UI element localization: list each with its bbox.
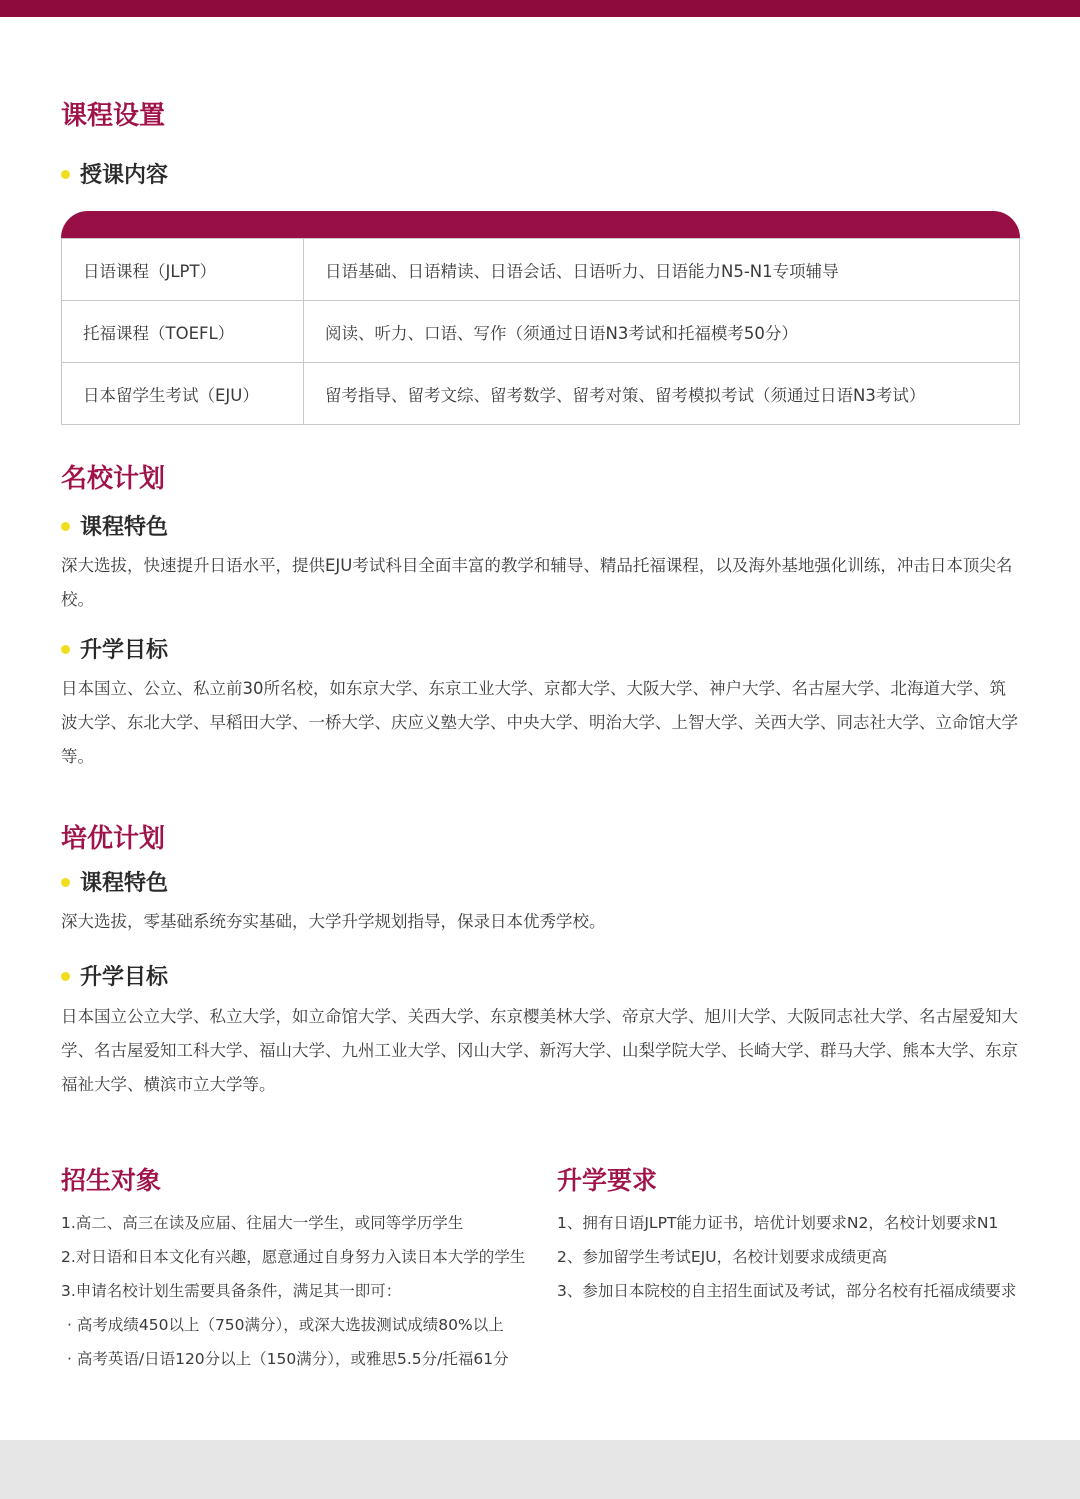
- elite-features-text: 深大选拔，快速提升日语水平，提供EJU考试科目全面丰富的教学和辅导、精品托福课程，以及海外基地强化训练，冲击日本顶尖名校。: [61, 556, 1013, 609]
- list-item: 3、参加日本院校的自主招生面试及考试，部分名校有托福成绩要求: [557, 1282, 1017, 1300]
- bullet-dot-icon: [61, 170, 70, 179]
- course-name-cell: 日语课程（JLPT）: [62, 239, 304, 301]
- nurture-goals-heading: [61, 963, 168, 993]
- course-name-cell: 托福课程（TOEFL）: [62, 301, 304, 363]
- elite-goals-text: 日本国立、公立、私立前30所名校，如东京大学、东京工业大学、京都大学、大阪大学、神户大学、名古屋大学、北海道大学、筑波大学、东北大学、早稻田大学、一桥大学、庆应义塾大学、中央大学、明治大学、上智大学、关西大学、同志社大学、立命馆大学等。: [61, 679, 1018, 766]
- list-item: 3.申请名校计划生需要具备条件，满足其一即可：: [61, 1282, 402, 1300]
- course-content-cell: 日语基础、日语精读、日语会话、日语听力、日语能力N5-N1专项辅导: [304, 239, 1020, 301]
- nurture-goals-label: 升学目标: [80, 965, 169, 990]
- teaching-content-label: 授课内容: [80, 163, 169, 188]
- list-item: 1、拥有日语JLPT能力证书，培优计划要求N2，名校计划要求N1: [557, 1214, 999, 1232]
- course-content-cell: 留考指导、留考文综、留考数学、留考对策、留考模拟考试（须通过日语N3考试）: [304, 363, 1020, 425]
- list-item: 2、参加留学生考试EJU，名校计划要求成绩更高: [557, 1248, 888, 1266]
- elite-plan-title: 名校计划: [61, 464, 166, 494]
- requirements-list: [557, 1206, 1016, 1308]
- table-header-band: [61, 211, 1020, 238]
- elite-goals-label: 升学目标: [80, 638, 169, 663]
- course-content-cell: 阅读、听力、口语、写作（须通过日语N3考试和托福模考50分）: [304, 301, 1020, 363]
- table-row: [62, 301, 1020, 363]
- table-row: [62, 239, 1020, 301]
- course-table: [61, 211, 1020, 425]
- requirements-title: 升学要求: [557, 1166, 658, 1195]
- nurture-features-label: 课程特色: [80, 871, 169, 896]
- top-accent-bar: [0, 0, 1080, 17]
- course-name-cell: 日本留学生考试（EJU）: [62, 363, 304, 425]
- course-setup-title: 课程设置: [61, 101, 166, 131]
- elite-features-heading: [61, 513, 168, 543]
- list-item: 1.高二、高三在读及应届、往届大一学生，或同等学历学生: [61, 1214, 464, 1232]
- list-item: · 高考英语/日语120分以上（150满分），或雅思5.5分/托福61分: [67, 1350, 509, 1368]
- footer-band: [0, 1440, 1080, 1499]
- nurture-features-text: 深大选拔，零基础系统夯实基础，大学升学规划指导，保录日本优秀学校。: [61, 912, 606, 931]
- bullet-dot-icon: [61, 645, 70, 654]
- elite-goals-heading: [61, 636, 168, 666]
- elite-features-label: 课程特色: [80, 515, 169, 540]
- teaching-content-heading: [61, 161, 168, 191]
- bullet-dot-icon: [61, 522, 70, 531]
- list-item: 2.对日语和日本文化有兴趣，愿意通过自身努力入读日本大学的学生: [61, 1248, 526, 1266]
- nurture-goals-text: 日本国立公立大学、私立大学，如立命馆大学、关西大学、东京樱美林大学、帝京大学、旭川大学、大阪同志社大学、名古屋爱知大学、名古屋爱知工科大学、福山大学、九州工业大学、冈山大学、新泻大学、山梨学院大学、长崎大学、群马大学、熊本大学、东京福祉大学、横滨市立大学等。: [61, 1007, 1018, 1094]
- list-item: · 高考成绩450以上（750满分），或深大选拔测试成绩80%以上: [67, 1316, 504, 1334]
- bullet-dot-icon: [61, 878, 70, 887]
- table-row: [62, 363, 1020, 425]
- enrollment-title: 招生对象: [61, 1166, 162, 1195]
- nurture-plan-title: 培优计划: [61, 824, 166, 854]
- nurture-features-heading: [61, 869, 168, 899]
- enrollment-list: [61, 1206, 525, 1376]
- bullet-dot-icon: [61, 972, 70, 981]
